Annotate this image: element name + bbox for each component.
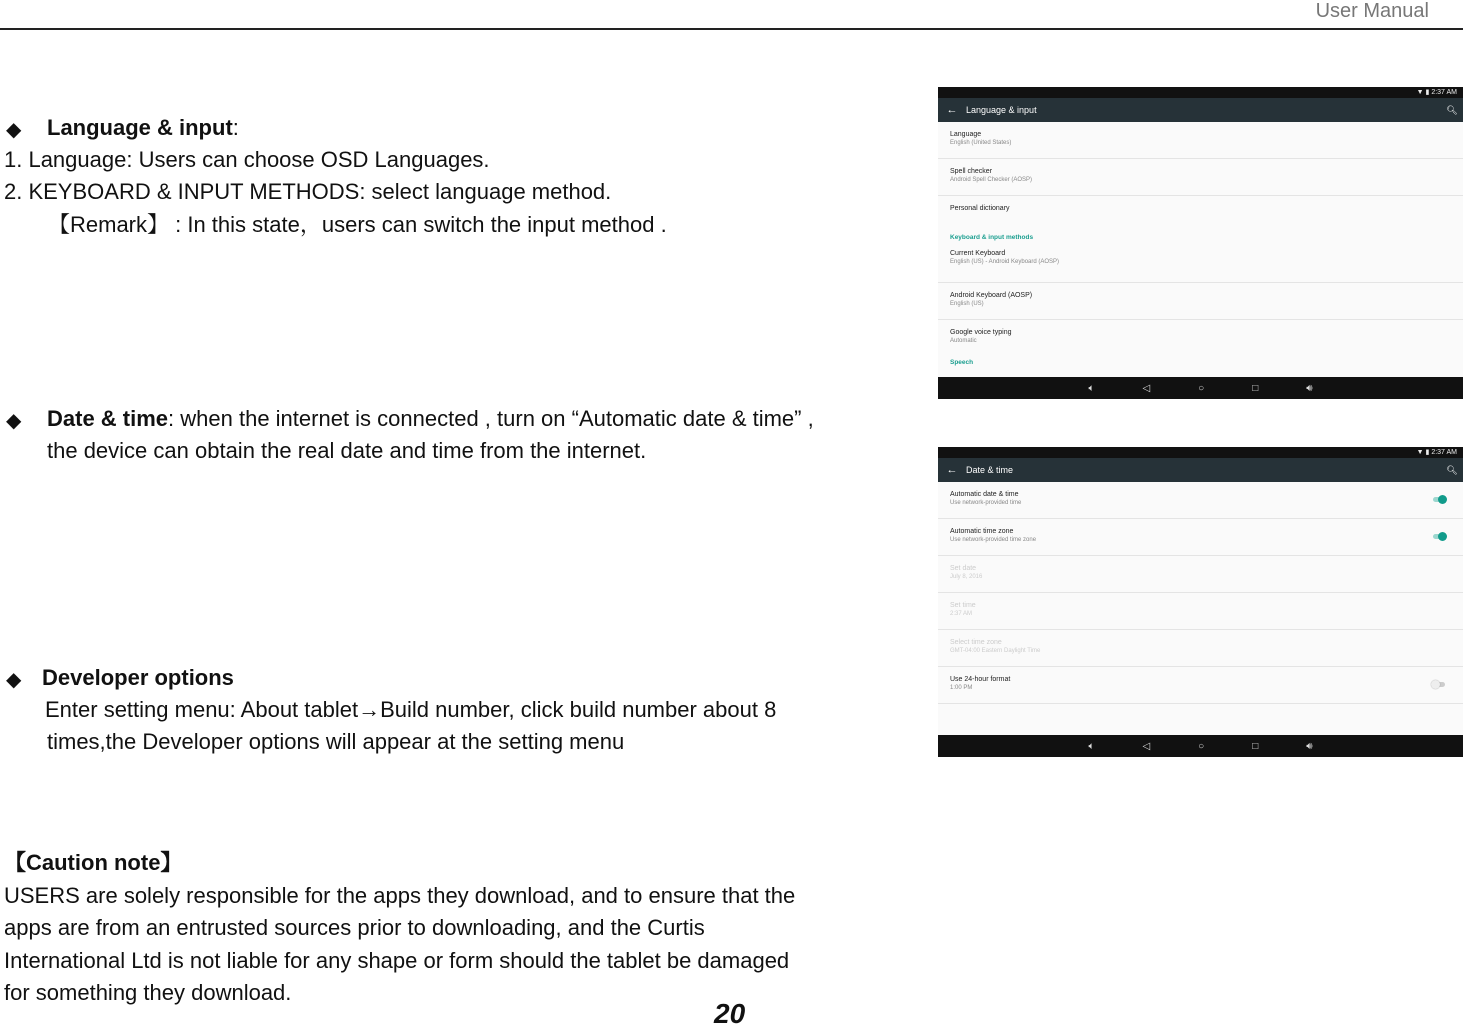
volume-down-icon[interactable]: 🔈︎ — [1088, 382, 1095, 394]
bullet-diamond-icon: ◆ — [6, 410, 22, 432]
settings-row[interactable]: Google voice typing Automatic — [950, 329, 1012, 344]
date-time-screenshot — [938, 447, 1463, 757]
language-line2: 2. KEYBOARD & INPUT METHODS: select language method. — [4, 179, 612, 204]
category-header: Keyboard & input methods — [950, 234, 1034, 241]
app-bar — [938, 98, 1463, 122]
back-icon[interactable]: ◁ — [1142, 382, 1151, 394]
settings-row[interactable]: Android Keyboard (AOSP) English (US) — [938, 283, 1463, 320]
caution-title: 【Caution note】 — [4, 850, 183, 875]
status-bar: ▼ ▮ 2:37 AM — [938, 87, 1463, 98]
recents-icon[interactable]: □ — [1252, 740, 1259, 752]
page-number: 20 — [714, 998, 746, 1029]
datetime-line1: Date & time: when the internet is connected , turn on “Automatic date & time” , — [47, 406, 814, 431]
app-bar-title: Date & time — [966, 465, 1014, 475]
back-icon[interactable]: ◁ — [1142, 740, 1151, 752]
recents-icon[interactable]: □ — [1252, 382, 1259, 394]
developer-line2: times,the Developer options will appear at the setting menu — [47, 729, 625, 754]
developer-line1: Enter setting menu: About tablet→Build number, click build number about 8 — [45, 697, 777, 722]
nav-bar — [938, 735, 1463, 757]
bullet-diamond-icon: ◆ — [6, 119, 22, 141]
settings-row[interactable]: Personal dictionary — [950, 205, 1010, 212]
caution-line: apps are from an entrusted sources prior to downloading, and the Curtis — [4, 915, 705, 940]
language-line1: 1. Language: Users can choose OSD Languages. — [4, 147, 490, 172]
back-arrow-icon[interactable]: ← — [946, 104, 958, 116]
app-bar — [938, 458, 1463, 482]
settings-row[interactable]: Automatic date & time Use network-provided time — [938, 482, 1463, 519]
category-header: Speech — [950, 359, 974, 366]
volume-up-icon[interactable]: 🔊︎ — [1306, 740, 1313, 752]
language-input-screenshot — [938, 87, 1463, 399]
back-arrow-icon[interactable]: ← — [946, 464, 958, 476]
settings-row: Set date July 8, 2016 — [938, 556, 1463, 593]
settings-row[interactable]: Spell checker Android Spell Checker (AOSP) — [938, 159, 1463, 196]
settings-row: Select time zone GMT-04:00 Eastern Daylight Time — [938, 630, 1463, 667]
app-bar-title: Language & input — [966, 105, 1037, 115]
toggle-switch[interactable] — [1433, 534, 1445, 539]
header-rule — [0, 28, 1463, 30]
toggle-switch[interactable] — [1433, 682, 1445, 687]
bullet-diamond-icon: ◆ — [6, 669, 22, 691]
settings-row: Set time 2:37 AM — [938, 593, 1463, 630]
nav-bar — [938, 377, 1463, 399]
toggle-switch[interactable] — [1433, 497, 1445, 502]
home-icon[interactable]: ○ — [1198, 740, 1205, 752]
settings-row[interactable]: Use 24-hour format 1:00 PM — [938, 667, 1463, 704]
caution-line: International Ltd is not liable for any shape or form should the tablet be damaged — [4, 948, 790, 973]
header-title: User Manual — [1315, 0, 1429, 22]
settings-row[interactable]: Automatic time zone Use network-provided time zone — [938, 519, 1463, 556]
search-icon[interactable]: 🔍︎ — [1446, 104, 1458, 115]
caution-line: for something they download. — [4, 980, 292, 1005]
language-title: Language & input: — [47, 115, 239, 140]
search-icon[interactable]: 🔍︎ — [1446, 464, 1458, 475]
datetime-line2: the device can obtain the real date and time from the internet. — [47, 438, 647, 463]
language-remark: 【Remark】 : In this state，users can switch the input method . — [48, 212, 667, 237]
volume-down-icon[interactable]: 🔈︎ — [1088, 740, 1095, 752]
volume-up-icon[interactable]: 🔊︎ — [1306, 382, 1313, 394]
settings-row[interactable]: Language English (United States) — [938, 122, 1463, 159]
caution-line: USERS are solely responsible for the apps they download, and to ensure that the — [4, 883, 796, 908]
status-bar: ▼ ▮ 2:37 AM — [938, 447, 1463, 458]
home-icon[interactable]: ○ — [1198, 382, 1205, 394]
developer-title: Developer options — [42, 665, 234, 690]
settings-row[interactable]: Current Keyboard English (US) - Android Keyboard (AOSP) — [938, 246, 1463, 283]
